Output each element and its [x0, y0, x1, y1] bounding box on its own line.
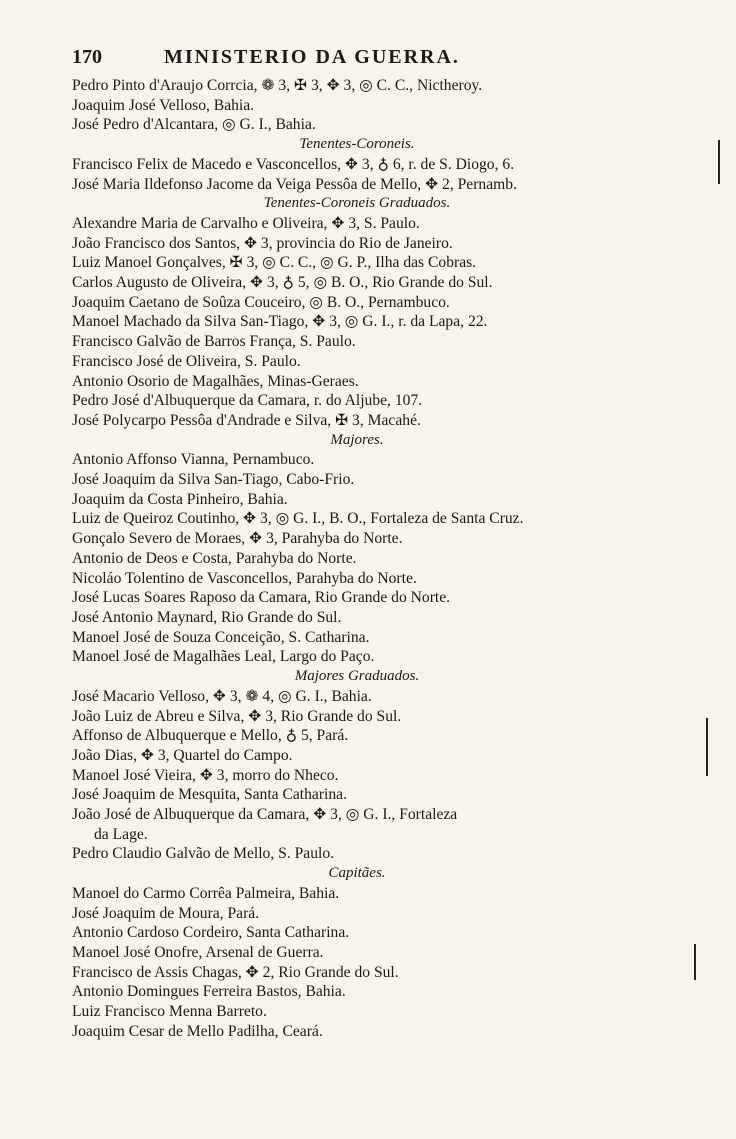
officer-entry: Alexandre Maria de Carvalho e Oliveira, ✥ 3, S. Paulo. — [72, 214, 420, 232]
officer-entry: Antonio Cardoso Cordeiro, Santa Catharina. — [72, 924, 350, 942]
text-body — [72, 76, 642, 1041]
officer-entry: João Francisco dos Santos, ✥ 3, provincia do Rio de Janeiro. — [72, 234, 453, 252]
section-heading: Majores Graduados. — [294, 668, 420, 685]
officer-entry: José Pedro d'Alcantara, ◎ G. I., Bahia. — [72, 116, 316, 134]
document-page — [72, 46, 642, 1041]
officer-entry: Carlos Augusto de Oliveira, ✥ 3, ♁ 5, ◎ B. O., Rio Grande do Sul. — [72, 274, 493, 292]
officer-entry: Luiz de Queiroz Coutinho, ✥ 3, ◎ G. I., B. O., Fortaleza de Santa Cruz. — [72, 510, 524, 528]
officer-entry: Francisco de Assis Chagas, ✥ 2, Rio Grande do Sul. — [72, 963, 399, 981]
officer-entry: Francisco José de Oliveira, S. Paulo. — [72, 352, 301, 370]
officer-entry: Francisco Felix de Macedo e Vasconcellos, ✥ 3, ♁ 6, r. de S. Diogo, 6. — [72, 155, 515, 173]
page-header — [72, 46, 642, 76]
officer-entry: Joaquim da Costa Pinheiro, Bahia. — [72, 490, 288, 508]
officer-entry: Joaquim Cesar de Mello Padilha, Ceará. — [72, 1022, 323, 1040]
officer-entry: Nicoláo Tolentino de Vasconcellos, Parahyba do Norte. — [72, 569, 417, 587]
margin-mark — [706, 718, 708, 776]
officer-entry: Manoel José Vieira, ✥ 3, morro do Nheco. — [72, 766, 339, 784]
officer-entry: Manoel Machado da Silva San-Tiago, ✥ 3, ◎ G. I., r. da Lapa, 22. — [72, 313, 488, 331]
officer-entry: Pedro Claudio Galvão de Mello, S. Paulo. — [72, 845, 335, 863]
officer-entry: Manoel José de Magalhães Leal, Largo do Paço. — [72, 648, 375, 666]
officer-entry: Antonio Domingues Ferreira Bastos, Bahia. — [72, 983, 346, 1001]
officer-entry: Antonio de Deos e Costa, Parahyba do Norte. — [72, 549, 357, 567]
officer-entry: Luiz Francisco Menna Barreto. — [72, 1003, 267, 1021]
section-heading: Tenentes-Coroneis Graduados. — [263, 195, 451, 212]
officer-entry: José Joaquim de Moura, Pará. — [72, 904, 260, 922]
officer-entry: Manoel José de Souza Conceição, S. Catharina. — [72, 628, 370, 646]
section-heading: Majores. — [330, 431, 384, 448]
officer-entry: Francisco Galvão de Barros França, S. Paulo. — [72, 333, 356, 351]
officer-entry: Manoel José Onofre, Arsenal de Guerra. — [72, 943, 324, 961]
officer-entry: João José de Albuquerque da Camara, ✥ 3, ◎ G. I., Fortaleza — [72, 806, 458, 824]
officer-entry: Pedro José d'Albuquerque da Camara, r. do Aljube, 107. — [72, 392, 423, 410]
officer-entry: Manoel do Carmo Corrêa Palmeira, Bahia. — [72, 884, 340, 902]
officer-entry: Luiz Manoel Gonçalves, ✠ 3, ◎ C. C., ◎ G. P., Ilha das Cobras. — [72, 254, 477, 272]
entry-continuation: da Lage. — [94, 825, 148, 843]
officer-entry: Gonçalo Severo de Moraes, ✥ 3, Parahyba do Norte. — [72, 530, 403, 548]
officer-entry: José Joaquim de Mesquita, Santa Catharina. — [72, 786, 347, 804]
page-number: 170 — [72, 46, 102, 68]
officer-entry: José Antonio Maynard, Rio Grande do Sul. — [72, 608, 342, 626]
margin-mark — [694, 944, 696, 980]
officer-entry: Joaquim José Velloso, Bahia. — [72, 96, 255, 114]
section-heading: Tenentes-Coroneis. — [299, 136, 415, 153]
officer-entry: Pedro Pinto d'Araujo Corrcia, ❁ 3, ✠ 3, ✥ 3, ◎ C. C., Nictheroy. — [72, 77, 483, 94]
officer-entry: José Polycarpo Pessôa d'Andrade e Silva, ✠ 3, Macahé. — [72, 411, 421, 429]
officer-entry: João Luiz de Abreu e Silva, ✥ 3, Rio Grande do Sul. — [72, 707, 402, 725]
running-title: MINISTERIO DA GUERRA. — [164, 46, 460, 68]
officer-entry: José Lucas Soares Raposo da Camara, Rio Grande do Norte. — [72, 589, 451, 607]
officer-entry: Joaquim Caetano de Soûza Couceiro, ◎ B. O., Pernambuco. — [72, 293, 450, 311]
officer-entry: José Joaquim da Silva San-Tiago, Cabo-Frio. — [72, 471, 355, 489]
officer-entry: João Dias, ✥ 3, Quartel do Campo. — [72, 746, 293, 764]
margin-mark — [718, 140, 720, 184]
section-heading: Capitães. — [328, 865, 386, 882]
officer-entry: Antonio Osorio de Magalhães, Minas-Geraes. — [72, 372, 359, 390]
officer-entry: Affonso de Albuquerque e Mello, ♁ 5, Pará. — [72, 727, 349, 745]
officer-entry: José Macario Velloso, ✥ 3, ❁ 4, ◎ G. I., Bahia. — [72, 687, 372, 705]
officer-entry: Antonio Affonso Vianna, Pernambuco. — [72, 451, 315, 469]
officer-entry: José Maria Ildefonso Jacome da Veiga Pessôa de Mello, ✥ 2, Pernamb. — [72, 175, 517, 193]
